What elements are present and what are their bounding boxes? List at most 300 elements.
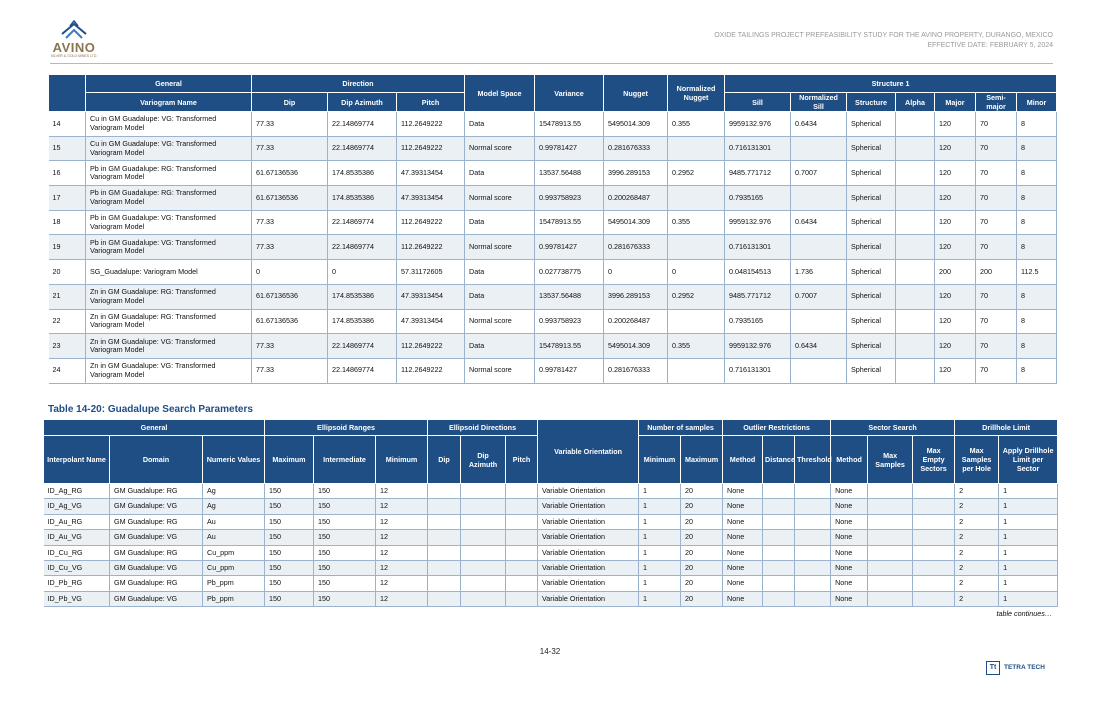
table-cell: None bbox=[723, 591, 763, 606]
table-cell: 1 bbox=[999, 484, 1058, 499]
table-cell: 14 bbox=[49, 112, 86, 137]
table-cell: 61.67136536 bbox=[252, 161, 328, 186]
table-cell: None bbox=[723, 576, 763, 591]
table-cell bbox=[461, 560, 506, 575]
table-cell: 120 bbox=[935, 136, 976, 161]
table-cell: None bbox=[831, 484, 868, 499]
group-header-general: General bbox=[86, 75, 252, 93]
table-cell bbox=[428, 560, 461, 575]
table-cell: 112.2649222 bbox=[397, 334, 465, 359]
table-cell: 150 bbox=[265, 484, 314, 499]
table-cell: 174.8535386 bbox=[328, 186, 397, 211]
table-cell: 70 bbox=[976, 112, 1017, 137]
table-cell bbox=[868, 576, 913, 591]
table-cell: Variable Orientation bbox=[538, 545, 639, 560]
table-cell: 2 bbox=[955, 484, 999, 499]
table-cell bbox=[896, 136, 935, 161]
header-max-samples-per-hole: Max Samples per Hole bbox=[955, 436, 999, 484]
table-cell bbox=[506, 545, 538, 560]
table-cell: 150 bbox=[314, 576, 376, 591]
table-cell: 13537.56488 bbox=[535, 284, 604, 309]
table-cell: 1 bbox=[999, 545, 1058, 560]
table-cell bbox=[428, 499, 461, 514]
header-maximum-range: Maximum bbox=[265, 436, 314, 484]
header-dip: Dip bbox=[428, 436, 461, 484]
table-cell: 8 bbox=[1017, 235, 1057, 260]
table-cell bbox=[795, 499, 831, 514]
table-cell bbox=[913, 545, 955, 560]
table-cell: 2 bbox=[955, 514, 999, 529]
table-cell bbox=[763, 530, 795, 545]
group-header-structure-1: Structure 1 bbox=[725, 75, 1057, 93]
table-cell bbox=[795, 514, 831, 529]
table-cell: ID_Ag_RG bbox=[44, 484, 110, 499]
table-cell: 20 bbox=[681, 591, 723, 606]
table-cell: GM Guadalupe: VG bbox=[110, 591, 203, 606]
table-cell: 174.8535386 bbox=[328, 284, 397, 309]
table-cell: 0.200268487 bbox=[604, 309, 668, 334]
table-cell: 9485.771712 bbox=[725, 284, 791, 309]
table-cell: ID_Ag_VG bbox=[44, 499, 110, 514]
group-header-drillhole-limit: Drillhole Limit bbox=[955, 420, 1058, 436]
table-cell: 70 bbox=[976, 161, 1017, 186]
tetra-tech-name: TETRA TECH bbox=[1004, 664, 1045, 671]
table-cell bbox=[506, 514, 538, 529]
table-cell: 70 bbox=[976, 136, 1017, 161]
table-cell: 22.14869774 bbox=[328, 358, 397, 383]
table-cell: 120 bbox=[935, 210, 976, 235]
table-cell: 174.8535386 bbox=[328, 161, 397, 186]
table-cell bbox=[461, 499, 506, 514]
table-cell: 0.2952 bbox=[668, 284, 725, 309]
table-cell: 0.355 bbox=[668, 112, 725, 137]
table-cell bbox=[668, 358, 725, 383]
table-cell: Variable Orientation bbox=[538, 514, 639, 529]
table-cell bbox=[896, 112, 935, 137]
table-cell: 150 bbox=[265, 576, 314, 591]
table-cell: 112.2649222 bbox=[397, 210, 465, 235]
table-cell: 2 bbox=[955, 545, 999, 560]
table-cell: 1 bbox=[639, 514, 681, 529]
table-cell: Normal score bbox=[465, 186, 535, 211]
table-cell bbox=[868, 530, 913, 545]
table-cell: 2 bbox=[955, 591, 999, 606]
table-cell: 120 bbox=[935, 334, 976, 359]
table-cell: Spherical bbox=[847, 334, 896, 359]
table-cell: 8 bbox=[1017, 284, 1057, 309]
table-cell bbox=[896, 309, 935, 334]
table-cell: 0.6434 bbox=[791, 334, 847, 359]
table-cell: GM Guadalupe: RG bbox=[110, 484, 203, 499]
table-row bbox=[49, 260, 1057, 285]
table-cell: 57.31172605 bbox=[397, 260, 465, 285]
table-cell bbox=[461, 514, 506, 529]
table-cell: 12 bbox=[376, 514, 428, 529]
table-cell: 2 bbox=[955, 499, 999, 514]
table-cell: Data bbox=[465, 284, 535, 309]
table-cell: 112.2649222 bbox=[397, 112, 465, 137]
table-row bbox=[44, 560, 1058, 575]
table-cell: 15478913.55 bbox=[535, 112, 604, 137]
table-cell: None bbox=[831, 514, 868, 529]
table-cell: ID_Pb_RG bbox=[44, 576, 110, 591]
table-cell: Normal score bbox=[465, 136, 535, 161]
table-cell: 150 bbox=[314, 545, 376, 560]
table-cell: Pb in GM Guadalupe: VG: Transformed Variogram Model bbox=[86, 235, 252, 260]
table-cell: 120 bbox=[935, 186, 976, 211]
table-row bbox=[44, 484, 1058, 499]
table-cell: 150 bbox=[314, 530, 376, 545]
table-cell: Cu in GM Guadalupe: VG: Transformed Variogram Model bbox=[86, 136, 252, 161]
table-cell: 1 bbox=[639, 499, 681, 514]
table-cell: 70 bbox=[976, 284, 1017, 309]
table-cell bbox=[428, 591, 461, 606]
table-cell bbox=[763, 499, 795, 514]
table-cell: 18 bbox=[49, 210, 86, 235]
table-cell bbox=[428, 514, 461, 529]
header-intermediate-range: Intermediate bbox=[314, 436, 376, 484]
table-continues-note: table continues… bbox=[996, 609, 1052, 618]
group-header-direction: Direction bbox=[252, 75, 465, 93]
table-cell bbox=[668, 309, 725, 334]
table-cell: 22.14869774 bbox=[328, 235, 397, 260]
table-cell: 200 bbox=[976, 260, 1017, 285]
table-cell: 77.33 bbox=[252, 210, 328, 235]
table-cell bbox=[461, 530, 506, 545]
table-cell: 20 bbox=[681, 545, 723, 560]
table-cell: Cu_ppm bbox=[203, 545, 265, 560]
table-cell bbox=[913, 530, 955, 545]
table-row bbox=[49, 284, 1057, 309]
table-cell: 120 bbox=[935, 235, 976, 260]
table-cell: Normal score bbox=[465, 235, 535, 260]
table-cell bbox=[868, 545, 913, 560]
table-cell: 0.7935165 bbox=[725, 186, 791, 211]
table-cell bbox=[795, 484, 831, 499]
header-dip-azimuth: Dip Azimuth bbox=[461, 436, 506, 484]
table-cell: 19 bbox=[49, 235, 86, 260]
table-cell bbox=[506, 484, 538, 499]
group-header-sector-search: Sector Search bbox=[831, 420, 955, 436]
table-cell bbox=[913, 576, 955, 591]
table-cell: None bbox=[831, 576, 868, 591]
table-cell: 2 bbox=[955, 560, 999, 575]
table-cell: 0.281676333 bbox=[604, 136, 668, 161]
table-cell: 0.716131301 bbox=[725, 358, 791, 383]
page-number: 14-32 bbox=[539, 647, 561, 656]
table-cell bbox=[896, 210, 935, 235]
table-cell bbox=[763, 591, 795, 606]
table-cell bbox=[668, 136, 725, 161]
table-cell: GM Guadalupe: VG bbox=[110, 530, 203, 545]
table-cell: 0.355 bbox=[668, 334, 725, 359]
table-cell: 22.14869774 bbox=[328, 210, 397, 235]
table-row bbox=[44, 545, 1058, 560]
table-row bbox=[49, 112, 1057, 137]
table-cell bbox=[763, 514, 795, 529]
table-cell: 150 bbox=[265, 545, 314, 560]
table-cell: Pb_ppm bbox=[203, 576, 265, 591]
table-cell: 20 bbox=[681, 560, 723, 575]
table-cell: 0.99781427 bbox=[535, 136, 604, 161]
table-cell: Data bbox=[465, 260, 535, 285]
table-cell: GM Guadalupe: VG bbox=[110, 560, 203, 575]
table-cell: 200 bbox=[935, 260, 976, 285]
table-cell: ID_Cu_VG bbox=[44, 560, 110, 575]
effective-date: EFFECTIVE DATE: FEBRUARY 5, 2024 bbox=[927, 42, 1053, 49]
table-cell: 23 bbox=[49, 334, 86, 359]
table-cell: 70 bbox=[976, 309, 1017, 334]
header-outlier-distance: Distance bbox=[763, 436, 795, 484]
table-cell bbox=[461, 576, 506, 591]
table-cell: Normal score bbox=[465, 309, 535, 334]
table-cell: 12 bbox=[376, 530, 428, 545]
table-cell bbox=[506, 576, 538, 591]
table-cell bbox=[791, 186, 847, 211]
table-cell: 61.67136536 bbox=[252, 186, 328, 211]
table-cell: 15478913.55 bbox=[535, 334, 604, 359]
table-cell: 0.993758923 bbox=[535, 309, 604, 334]
table-row bbox=[49, 136, 1057, 161]
table-cell: Zn in GM Guadalupe: VG: Transformed Variogram Model bbox=[86, 358, 252, 383]
table-cell: 150 bbox=[265, 530, 314, 545]
table-cell: 8 bbox=[1017, 334, 1057, 359]
header-minimum-range: Minimum bbox=[376, 436, 428, 484]
table-cell: 0.993758923 bbox=[535, 186, 604, 211]
table-cell: 0 bbox=[252, 260, 328, 285]
table-cell: 1 bbox=[999, 514, 1058, 529]
table-cell: Variable Orientation bbox=[538, 530, 639, 545]
tetra-tech-mark-icon: Tt bbox=[986, 661, 1000, 675]
table-cell: 120 bbox=[935, 358, 976, 383]
table-cell: GM Guadalupe: RG bbox=[110, 545, 203, 560]
table-cell: 0.048154513 bbox=[725, 260, 791, 285]
table-cell bbox=[868, 484, 913, 499]
table-row bbox=[44, 591, 1058, 606]
table-cell bbox=[506, 530, 538, 545]
table-cell bbox=[506, 560, 538, 575]
table-cell: Data bbox=[465, 210, 535, 235]
header-variable-orientation: Variable Orientation bbox=[538, 420, 639, 484]
table-cell: 0.7935165 bbox=[725, 309, 791, 334]
header-nugget: Nugget bbox=[604, 75, 668, 112]
table-cell: 77.33 bbox=[252, 235, 328, 260]
table-cell bbox=[763, 560, 795, 575]
table-cell: 5495014.309 bbox=[604, 210, 668, 235]
table-cell: 9959132.976 bbox=[725, 210, 791, 235]
table-cell bbox=[868, 514, 913, 529]
table-cell: None bbox=[831, 530, 868, 545]
table-cell: 150 bbox=[314, 591, 376, 606]
table-cell: Variable Orientation bbox=[538, 499, 639, 514]
table-cell: 70 bbox=[976, 235, 1017, 260]
logo-tagline: SILVER & GOLD MINES LTD. bbox=[50, 54, 98, 58]
table-cell: Spherical bbox=[847, 210, 896, 235]
table-cell: 0.7007 bbox=[791, 284, 847, 309]
table-row bbox=[49, 309, 1057, 334]
table-cell: 12 bbox=[376, 499, 428, 514]
table-cell: None bbox=[723, 545, 763, 560]
table-cell: 0.99781427 bbox=[535, 358, 604, 383]
table-cell: 1 bbox=[999, 560, 1058, 575]
table-cell: 150 bbox=[314, 499, 376, 514]
table-cell bbox=[668, 235, 725, 260]
table-cell: 0.716131301 bbox=[725, 235, 791, 260]
table-cell: 15478913.55 bbox=[535, 210, 604, 235]
table-cell: 150 bbox=[314, 514, 376, 529]
table-cell: 0.6434 bbox=[791, 210, 847, 235]
table-cell bbox=[896, 186, 935, 211]
table-cell bbox=[428, 545, 461, 560]
table-cell: None bbox=[831, 499, 868, 514]
table-cell: Cu_ppm bbox=[203, 560, 265, 575]
table-cell: 8 bbox=[1017, 112, 1057, 137]
table-row bbox=[49, 358, 1057, 383]
table-cell: 20 bbox=[681, 576, 723, 591]
table-cell: 150 bbox=[265, 499, 314, 514]
header-pitch: Pitch bbox=[506, 436, 538, 484]
table-cell: 47.39313454 bbox=[397, 284, 465, 309]
header-interpolant-name: Interpolant Name bbox=[44, 436, 110, 484]
table-cell: 22.14869774 bbox=[328, 334, 397, 359]
table-cell: 70 bbox=[976, 334, 1017, 359]
table-cell: ID_Pb_VG bbox=[44, 591, 110, 606]
table-cell: Spherical bbox=[847, 112, 896, 137]
table-cell bbox=[896, 334, 935, 359]
table-cell: 61.67136536 bbox=[252, 284, 328, 309]
table-cell bbox=[763, 576, 795, 591]
table-cell: Variable Orientation bbox=[538, 576, 639, 591]
table-cell: 2 bbox=[955, 530, 999, 545]
table-cell: 8 bbox=[1017, 161, 1057, 186]
table-cell: Pb in GM Guadalupe: VG: Transformed Variogram Model bbox=[86, 210, 252, 235]
table-cell: 1 bbox=[639, 484, 681, 499]
header-normalized-nugget: Normalized Nugget bbox=[668, 75, 725, 112]
table-cell: 0 bbox=[604, 260, 668, 285]
group-header-ellipsoid-directions: Ellipsoid Directions bbox=[428, 420, 538, 436]
table-cell: 1 bbox=[639, 591, 681, 606]
table-cell: 20 bbox=[681, 484, 723, 499]
report-title: OXIDE TAILINGS PROJECT PREFEASIBILITY STUDY FOR THE AVINO PROPERTY, DURANGO, MEXICO bbox=[714, 32, 1053, 39]
table-cell: Pb in GM Guadalupe: RG: Transformed Variogram Model bbox=[86, 161, 252, 186]
table-cell bbox=[506, 499, 538, 514]
table-cell: 77.33 bbox=[252, 358, 328, 383]
table-cell: 120 bbox=[935, 161, 976, 186]
header-apply-drillhole-limit: Apply Drillhole Limit per Sector bbox=[999, 436, 1058, 484]
table-cell: 24 bbox=[49, 358, 86, 383]
table-cell: 47.39313454 bbox=[397, 186, 465, 211]
header-max-empty-sectors: Max Empty Sectors bbox=[913, 436, 955, 484]
table-cell: 8 bbox=[1017, 309, 1057, 334]
table-cell bbox=[795, 591, 831, 606]
table-cell bbox=[668, 186, 725, 211]
table-cell: 1.736 bbox=[791, 260, 847, 285]
table-cell bbox=[461, 545, 506, 560]
header-domain: Domain bbox=[110, 436, 203, 484]
table-cell: 150 bbox=[314, 484, 376, 499]
table-cell: 0.027738775 bbox=[535, 260, 604, 285]
table-cell bbox=[791, 235, 847, 260]
table-cell: 5495014.309 bbox=[604, 334, 668, 359]
header-minimum-samples: Minimum bbox=[639, 436, 681, 484]
table-cell: 1 bbox=[639, 560, 681, 575]
table-cell: 120 bbox=[935, 284, 976, 309]
group-header-ellipsoid-ranges: Ellipsoid Ranges bbox=[265, 420, 428, 436]
table-cell: 1 bbox=[999, 576, 1058, 591]
table-cell: 0.281676333 bbox=[604, 358, 668, 383]
table-cell bbox=[795, 576, 831, 591]
table-cell: 112.5 bbox=[1017, 260, 1057, 285]
table-cell bbox=[913, 499, 955, 514]
table-cell: 1 bbox=[639, 530, 681, 545]
group-header-outlier-restrictions: Outlier Restrictions bbox=[723, 420, 831, 436]
table-cell: 0.99781427 bbox=[535, 235, 604, 260]
table-cell: ID_Au_VG bbox=[44, 530, 110, 545]
table-cell bbox=[868, 560, 913, 575]
table-row bbox=[49, 334, 1057, 359]
table-cell bbox=[896, 161, 935, 186]
table-cell: Data bbox=[465, 334, 535, 359]
table-cell: Data bbox=[465, 161, 535, 186]
table-cell: 1 bbox=[639, 545, 681, 560]
table-cell: 8 bbox=[1017, 210, 1057, 235]
header-pitch: Pitch bbox=[397, 93, 465, 112]
header-normalized-sill: Normalized Sill bbox=[791, 93, 847, 112]
header-dip-azimuth: Dip Azimuth bbox=[328, 93, 397, 112]
header-sill: Sill bbox=[725, 93, 791, 112]
table-cell: Pb in GM Guadalupe: RG: Transformed Variogram Model bbox=[86, 186, 252, 211]
table-cell: 12 bbox=[376, 560, 428, 575]
header-structure: Structure bbox=[847, 93, 896, 112]
header-outlier-method: Method bbox=[723, 436, 763, 484]
table-cell: 3996.289153 bbox=[604, 161, 668, 186]
table-cell: 0.716131301 bbox=[725, 136, 791, 161]
table-cell: GM Guadalupe: VG bbox=[110, 499, 203, 514]
table-cell: Data bbox=[465, 112, 535, 137]
header-minor: Minor bbox=[1017, 93, 1057, 112]
table-cell: 70 bbox=[976, 210, 1017, 235]
table-cell: Normal score bbox=[465, 358, 535, 383]
table-cell: 112.2649222 bbox=[397, 235, 465, 260]
group-header-number-of-samples: Number of samples bbox=[639, 420, 723, 436]
table-cell bbox=[461, 591, 506, 606]
table-cell bbox=[795, 530, 831, 545]
table-cell: 5495014.309 bbox=[604, 112, 668, 137]
header-numeric-values: Numeric Values bbox=[203, 436, 265, 484]
table-cell: GM Guadalupe: RG bbox=[110, 576, 203, 591]
table-cell bbox=[896, 284, 935, 309]
table-cell: Zn in GM Guadalupe: RG: Transformed Variogram Model bbox=[86, 309, 252, 334]
header-major: Major bbox=[935, 93, 976, 112]
table-cell: Ag bbox=[203, 484, 265, 499]
table-cell bbox=[913, 591, 955, 606]
table-cell bbox=[428, 530, 461, 545]
table-cell: 8 bbox=[1017, 186, 1057, 211]
table-cell: GM Guadalupe: RG bbox=[110, 514, 203, 529]
table-cell: 22.14869774 bbox=[328, 112, 397, 137]
table-cell: 1 bbox=[999, 530, 1058, 545]
table-row bbox=[49, 235, 1057, 260]
table-cell: ID_Au_RG bbox=[44, 514, 110, 529]
table-cell: 22 bbox=[49, 309, 86, 334]
table-row bbox=[44, 576, 1058, 591]
table-cell: None bbox=[723, 560, 763, 575]
table-cell: 1 bbox=[999, 499, 1058, 514]
table-cell: Variable Orientation bbox=[538, 560, 639, 575]
table-cell: 1 bbox=[999, 591, 1058, 606]
table-cell: 8 bbox=[1017, 136, 1057, 161]
table-cell: Variable Orientation bbox=[538, 591, 639, 606]
